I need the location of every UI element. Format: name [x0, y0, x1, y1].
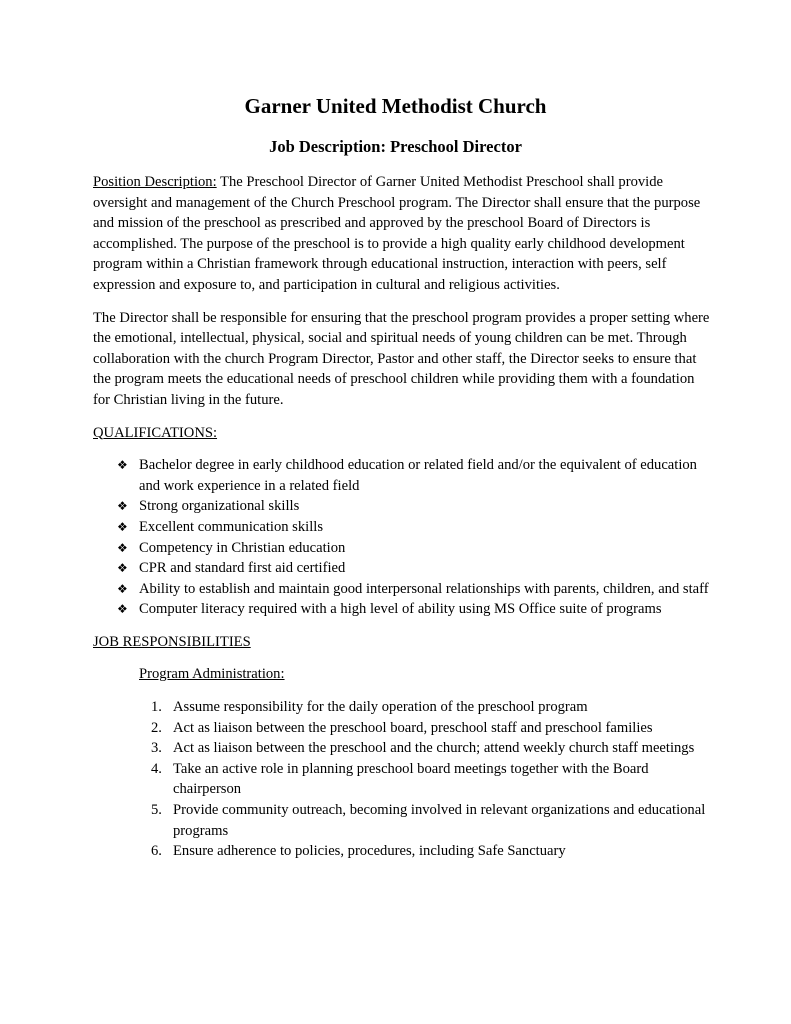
- list-item: [93, 800, 713, 841]
- list-item-number: 4.: [151, 760, 162, 777]
- list-item: [93, 455, 713, 496]
- list-item-text: Take an active role in planning preschool board meetings together with the Board chairperson: [173, 760, 649, 798]
- list-item: [93, 599, 713, 620]
- diamond-bullet-icon: ❖: [117, 602, 128, 617]
- diamond-bullet-icon: ❖: [117, 499, 128, 514]
- qualifications-heading: QUALIFICATIONS:: [93, 424, 218, 441]
- diamond-bullet-icon: ❖: [117, 458, 128, 473]
- list-item: [93, 496, 713, 517]
- list-item: [93, 558, 713, 579]
- list-item-number: 5.: [151, 802, 162, 819]
- list-item-text: Bachelor degree in early childhood education or related field and/or the equivalent of education and work experience in a related field: [139, 457, 697, 494]
- list-item: [93, 738, 713, 759]
- diamond-bullet-icon: ❖: [117, 581, 128, 596]
- list-item-number: 1.: [151, 699, 162, 716]
- list-item: [93, 538, 713, 559]
- program-administration-heading: Program Administration:: [139, 666, 285, 683]
- list-item-text: Act as liaison between the preschool and the church; attend weekly church staff meetings: [173, 740, 695, 757]
- list-item-text: Provide community outreach, becoming involved in relevant organizations and educational programs: [173, 802, 706, 839]
- document-subtitle: Job Description: Preschool Director: [269, 137, 522, 156]
- document-body: [93, 172, 713, 862]
- diamond-bullet-icon: ❖: [117, 519, 128, 534]
- list-item-text: Competency in Christian education: [139, 539, 346, 556]
- list-item-text: Act as liaison between the preschool board, preschool staff and preschool families: [173, 719, 653, 736]
- list-item: [93, 579, 713, 600]
- document-title: Garner United Methodist Church: [244, 94, 547, 118]
- responsibilities-list: [93, 697, 713, 862]
- list-item: [93, 517, 713, 538]
- list-item-text: Ensure adherence to policies, procedures, including Safe Sanctuary: [173, 843, 566, 860]
- list-item: [93, 759, 713, 800]
- list-item-number: 6.: [151, 843, 162, 860]
- list-item-text: Strong organizational skills: [139, 498, 300, 515]
- list-item-number: 2.: [151, 719, 162, 736]
- list-item: [93, 718, 713, 739]
- job-responsibilities-heading: JOB RESPONSIBILITIES: [93, 633, 251, 650]
- list-item-text: Assume responsibility for the daily operation of the preschool program: [173, 699, 588, 716]
- list-item: [93, 841, 713, 862]
- director-responsibility-paragraph: The Director shall be responsible for ensuring that the preschool program provides a proper setting where the emotional, intellectual, physical, social and spiritual needs of young children can be met. Through collaboration with the church Program Director, Pastor and other staff, the Director seeks to ensure that the program meets the educational needs of preschool children while providing them with a foundation for Christian living in the future.: [93, 309, 710, 408]
- list-item-text: Ability to establish and maintain good interpersonal relationships with parents, children, and staff: [139, 580, 709, 597]
- list-item-text: CPR and standard first aid certified: [139, 560, 346, 577]
- list-item-text: Excellent communication skills: [139, 518, 324, 535]
- list-item-number: 3.: [151, 740, 162, 757]
- position-description-label: Position Description:: [93, 174, 217, 190]
- position-description-text: The Preschool Director of Garner United Methodist Preschool shall provide oversight and management of the Church Preschool program. The Director shall ensure that the purpose and mission of the preschool as prescribed and approved by the preschool Board of Directors is accomplished. The purpose of the preschool is to provide a high quality early childhood development program within a Christian framework through educational instruction, interaction with peers, self expression and exposure to, and participation in cultural and religious activities.: [93, 174, 701, 293]
- qualifications-list: [93, 455, 713, 620]
- list-item: [93, 697, 713, 718]
- list-item-text: Computer literacy required with a high level of ability using MS Office suite of programs: [139, 601, 662, 618]
- position-description: [93, 172, 713, 296]
- diamond-bullet-icon: ❖: [117, 561, 128, 576]
- diamond-bullet-icon: ❖: [117, 540, 128, 555]
